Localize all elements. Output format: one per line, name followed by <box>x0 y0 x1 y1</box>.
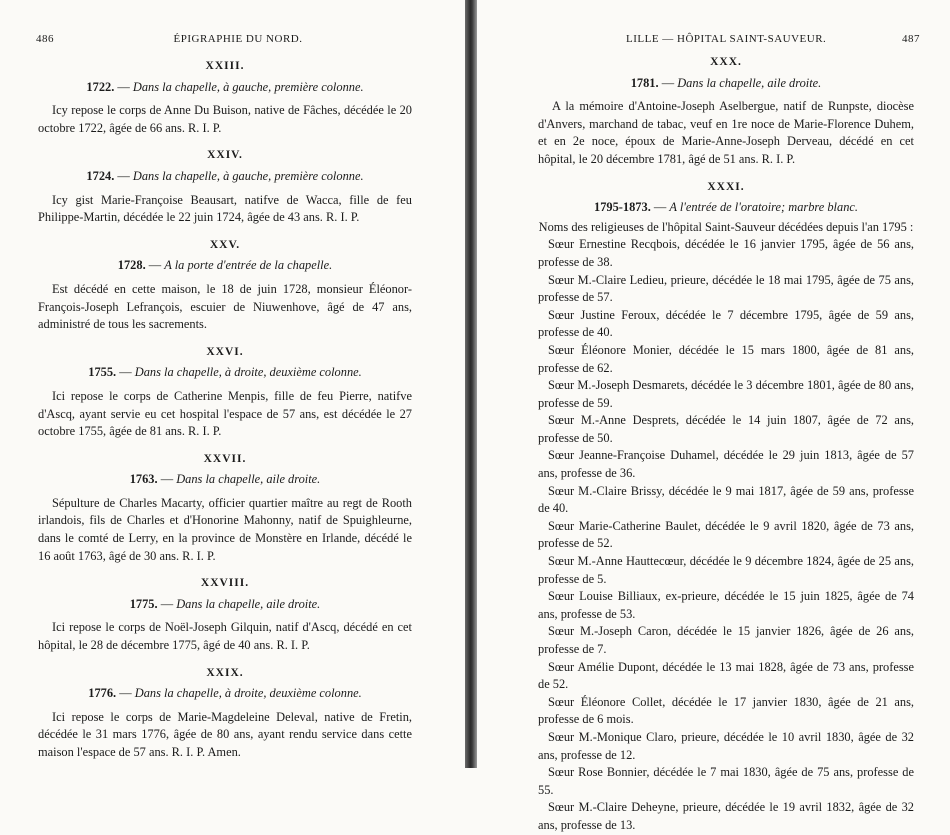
left-page-header <box>0 33 466 49</box>
entry-location: A l'entrée de l'oratoire; marbre blanc. <box>669 200 858 215</box>
entry-location: Dans la chapelle, aile droite. <box>176 472 321 487</box>
sister-entry: Sœur M.-Claire Brissy, décédée le 9 mai 1817, âgée de 59 ans, professe de 40. <box>538 483 914 516</box>
epitaph-entry: XXVII. 1763. — Dans la chapelle, aile droite. Sépulture de Charles Macarty, officier quartier maître au regt de Rooth irlandois, fils de Charles et d'Honorine Mahonny, natif de Spuighleurne, dans le comté de Lerry, en la province de Monstère en Irlande, décédé le 16 août 1763, âgé de 30 ans. R. I. P. <box>38 451 412 566</box>
entry-date: 1776. <box>88 686 117 701</box>
left-page <box>0 0 466 768</box>
left-running-title: ÉPIGRAPHIE DU NORD. <box>173 33 303 45</box>
epitaph-entry: XXVI. 1755. — Dans la chapelle, à droite, deuxième colonne. Ici repose le corps de Catherine Menpis, fille de feu Pierre, natifve d'Ascq, ayant servie eu cet hospital l'espace de 57 ans, est décédée le 27 octobre 1755, âgée de 81 ans. R. I. P. <box>38 344 412 441</box>
right-running-title: LILLE — HÔPITAL SAINT-SAUVEUR. <box>626 33 827 45</box>
entry-date: 1781. <box>630 75 659 90</box>
right-page-number: 487 <box>902 33 920 45</box>
sister-entry: Sœur M.-Joseph Caron, décédée le 15 janvier 1826, âgée de 26 ans, professe de 7. <box>538 624 914 656</box>
entry-date: 1722. <box>86 79 115 94</box>
sister-entry: Sœur Éléonore Collet, décédée le 17 janvier 1830, âgée de 21 ans, professe de 6 mois. <box>538 694 914 727</box>
sister-entry: Sœur Louise Billiaux, ex-prieure, décédée le 15 juin 1825, âgée de 74 ans, professe de 53. <box>538 589 914 621</box>
epitaph-entry: XXVIII. 1775. — Dans la chapelle, aile droite. Ici repose le corps de Noël-Joseph Gilquin, natif d'Ascq, décédé en cet hôpital, le 28 de décembre 1775, âgé de 40 ans. R. I. P. <box>38 575 412 654</box>
epitaph-entry: XXX. 1781. — Dans la chapelle, aile droite. A la mémoire d'Antoine-Joseph Aselbergue, natif de Runpste, diocèse d'Anvers, marchand de tabac, veuf en 1re noce de Marie-Florence Duhem, et en 2e noce, époux de Marie-Anne-Joseph Derveau, décédé en cet hôpital, le 20 décembre 1781, âgé de 51 ans. R. I. P. <box>538 54 914 169</box>
sister-entry: Sœur Ernestine Recqbois, décédée le 16 janvier 1795, âgée de 56 ans, professe de 38. <box>538 237 914 269</box>
sister-entry: Sœur Jeanne-Françoise Duhamel, décédée le 29 juin 1813, âgée de 57 ans, professe de 36. <box>538 448 914 481</box>
entry-text: Ici repose le corps de Marie-Magdeleine Deleval, native de Fretin, décédée le 31 mars 1776, âgée de 80 ans, ayant rendu service dans cette maison l'espace de 57 ans. R. I. P. Amen. <box>38 709 412 759</box>
left-column <box>38 58 412 772</box>
entry-number: XXIII. <box>205 60 245 72</box>
epitaph-entry: XXIII. 1722. — Dans la chapelle, à gauche, première colonne. Icy repose le corps de Anne Du Buison, native de Fâches, décédée le 20 octobre 1722, âgée de 66 ans. R. I. P. <box>38 58 412 137</box>
entry-date: 1795-1873. <box>594 200 651 215</box>
entry-date: 1763. <box>129 472 158 487</box>
sister-entry: Sœur M.-Monique Claro, prieure, décédée le 10 avril 1830, âgée de 32 ans, professe de 12. <box>538 729 914 762</box>
entry-text: Icy repose le corps de Anne Du Buison, native de Fâches, décédée le 20 octobre 1722, âgée de 66 ans. R. I. P. <box>38 103 412 135</box>
entry-location: Dans la chapelle, à gauche, première colonne. <box>132 168 364 183</box>
epitaph-entry: XXIV. 1724. — Dans la chapelle, à gauche, première colonne. Icy gist Marie-Françoise Beausart, natifve de Wacca, fille de feu Philippe-Martin, décédée le 22 juin 1724, âgée de 43 ans. R. I. P. <box>38 147 412 226</box>
epitaph-entry: XXV. 1728. — A la porte d'entrée de la chapelle. Est décédé en cette maison, le 18 de juin 1728, monsieur Éléonor-François-Joseph Lefrançois, escuier de Niuwenhove, âgé de 47 ans, administré de tous les sacrements. <box>38 237 412 334</box>
sister-entry: Sœur M.-Anne Hauttecœur, décédée le 9 décembre 1824, âgée de 25 ans, professe de 5. <box>538 554 914 586</box>
entry-text: Ici repose le corps de Catherine Menpis, fille de feu Pierre, natifve d'Ascq, ayant servie eu cet hospital l'espace de 57 ans, est décédée le 27 octobre 1755, âgée de 81 ans. R. I. P. <box>38 388 412 439</box>
entry-location: Dans la chapelle, à droite, deuxième colonne. <box>134 365 362 380</box>
entry-location: Dans la chapelle, aile droite. <box>677 75 822 90</box>
sister-entry: Sœur M.-Anne Desprets, décédée le 14 juin 1807, âgée de 72 ans, professe de 50. <box>538 413 914 445</box>
entry-number: XXIX. <box>206 666 244 679</box>
right-column <box>538 54 914 835</box>
sister-entry: Sœur Marie-Catherine Baulet, décédée le 9 avril 1820, âgée de 73 ans, professe de 52. <box>538 518 914 551</box>
entry-location: A la porte d'entrée de la chapelle. <box>164 258 333 273</box>
entry-number: XXVIII. <box>200 577 250 590</box>
entry-text: Icy gist Marie-Françoise Beausart, natifve de Wacca, fille de feu Philippe-Martin, décédée le 22 juin 1724, âgée de 43 ans. R. I. P. <box>38 192 412 225</box>
entry-number: XXX. <box>710 56 742 68</box>
entry-date: 1775. <box>129 596 158 611</box>
sisters-intro: Noms des religieuses de l'hôpital Saint-Sauveur décédées depuis l'an 1795 : <box>538 219 914 234</box>
sister-entry: Sœur M.-Claire Deheyne, prieure, décédée le 19 avril 1832, âgée de 32 ans, professe de 13. <box>538 800 914 832</box>
sister-entry: Sœur Amélie Dupont, décédée le 13 mai 1828, âgée de 73 ans, professe de 52. <box>538 659 914 692</box>
right-page <box>476 0 950 832</box>
right-page-header <box>476 33 950 49</box>
entry-number: XXVII. <box>203 452 247 465</box>
sister-entry: Sœur Éléonore Monier, décédée le 15 mars 1800, âgée de 81 ans, professe de 62. <box>538 342 914 375</box>
entry-text: Sépulture de Charles Macarty, officier quartier maître au regt de Rooth irlandois, fils de Charles et d'Honorine Mahonny, natif de Spuighleurne, dans le comté de Lerry, en la province de Monstère en Irlande, décédé le 16 août 1763, âgé de 30 ans. R. I. P. <box>38 495 412 563</box>
entry-text: Est décédé en cette maison, le 18 de juin 1728, monsieur Éléonor-François-Joseph Lefrançois, escuier de Niuwenhove, âgé de 47 ans, administré de tous les sacrements. <box>38 281 412 332</box>
entry-text: Ici repose le corps de Noël-Joseph Gilquin, natif d'Ascq, décédé en cet hôpital, le 28 de décembre 1775, âgé de 40 ans. R. I. P. <box>38 620 412 653</box>
epitaph-entry: XXXI. 1795-1873. — A l'entrée de l'oratoire; marbre blanc. <box>538 179 914 217</box>
entry-date: 1755. <box>88 365 117 380</box>
sisters-list <box>538 236 914 834</box>
sister-entry: Sœur Justine Feroux, décédée le 7 décembre 1795, âgée de 59 ans, professe de 40. <box>538 307 914 340</box>
sister-entry: Sœur M.-Joseph Desmarets, décédée le 3 décembre 1801, âgée de 80 ans, professe de 59. <box>538 378 914 410</box>
entry-date: 1724. <box>86 168 115 183</box>
entry-number: XXV. <box>209 238 241 251</box>
entry-number: XXVI. <box>206 345 244 358</box>
entry-location: Dans la chapelle, à gauche, première colonne. <box>132 79 364 94</box>
entry-number: XXIV. <box>207 149 243 162</box>
epitaph-entry: XXIX. 1776. — Dans la chapelle, à droite, deuxième colonne. Ici repose le corps de Marie-Magdeleine Deleval, native de Fretin, décédée le 31 mars 1776, âgée de 80 ans, ayant rendu service dans cette maison l'espace de 57 ans. R. I. P. Amen. <box>38 665 412 762</box>
left-page-number: 486 <box>36 33 54 45</box>
sister-entry: Sœur M.-Claire Ledieu, prieure, décédée le 18 mai 1795, âgée de 75 ans, professe de 57. <box>538 272 914 305</box>
entry-text: A la mémoire d'Antoine-Joseph Aselbergue, natif de Runpste, diocèse d'Anvers, marchand de tabac, veuf en 1re noce de Marie-Florence Duhem, et en 2e noce, époux de Marie-Anne-Joseph Derveau, décédé en cet hôpital, le 20 décembre 1781, âgé de 51 ans. R. I. P. <box>538 99 914 166</box>
entry-location: Dans la chapelle, aile droite. <box>176 596 321 611</box>
sister-entry: Sœur Rose Bonnier, décédée le 7 mai 1830, âgée de 75 ans, professe de 55. <box>538 765 914 797</box>
entry-location: Dans la chapelle, à droite, deuxième colonne. <box>134 686 362 701</box>
entry-date: 1728. <box>117 258 146 273</box>
entry-number: XXXI. <box>707 180 745 193</box>
